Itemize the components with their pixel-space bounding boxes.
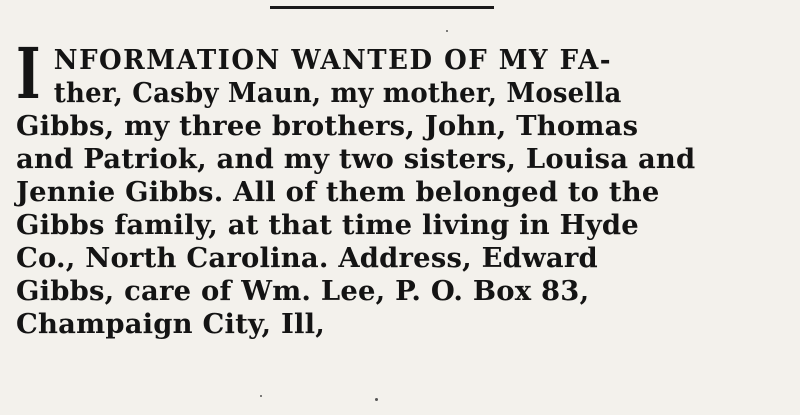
notice-line-6: Gibbs family, at that time living in Hyde [16, 209, 639, 241]
notice-line-3: Gibbs, my three brothers, John, Thomas [16, 110, 639, 142]
top-divider-rule [270, 6, 494, 9]
ink-speck [375, 398, 378, 401]
notice-line-7: Co., North Carolina. Address, Edward [16, 242, 598, 274]
ink-speck [446, 30, 448, 32]
classified-notice [16, 32, 786, 341]
ink-speck [260, 395, 262, 397]
drop-cap-letter: I [16, 32, 41, 115]
notice-line-2: ther, Casby Maun, my mother, Mosella [53, 77, 622, 109]
notice-line-4: and Patriok, and my two sisters, Louisa and [16, 143, 696, 175]
notice-line-1-text: NFORMATION WANTED OF MY FA- [53, 44, 613, 76]
notice-line-1 [16, 44, 744, 77]
notice-line-8: Gibbs, care of Wm. Lee, P. O. Box 83, [16, 275, 590, 307]
notice-line-5: Jennie Gibbs. All of them belonged to the [16, 176, 660, 208]
notice-line-9: Champaign City, Ill, [16, 308, 326, 340]
